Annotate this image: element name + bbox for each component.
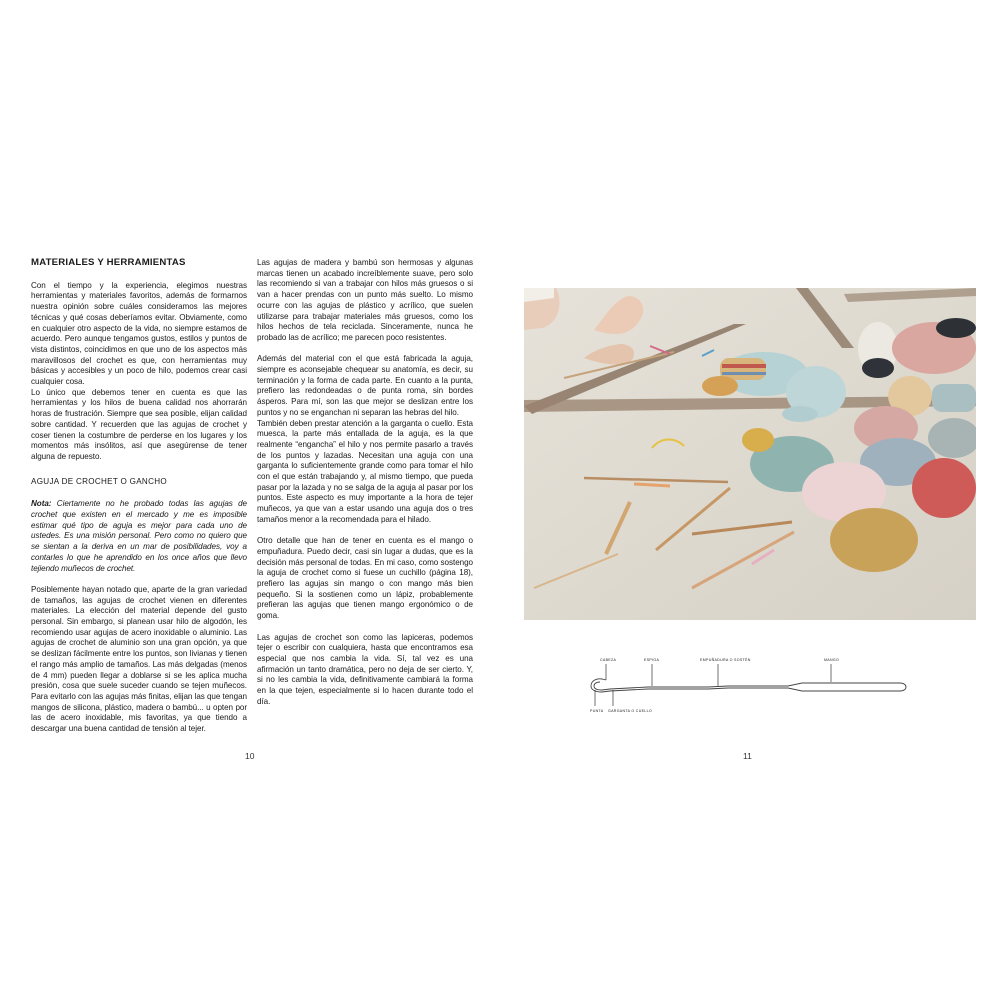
toy-leg xyxy=(702,376,738,396)
crochet-photo xyxy=(524,288,976,620)
intro-paragraph-1: Con el tiempo y la experiencia, elegimos nuestras herramientas y materiales favoritos, además de formarnos nuestra opinión sobre cuáles consideramos las mejores técnicas y qué cosas deberíamos evitar. Obviamente, como en cualquier otro aspecto de la vida, no siempre estamos de acuerdo. Pero aunque tengamos gustos, estilos y puntos de vista distintos, coincidimos en que uno de los aspectos más maravillosos del crochet es que, con herramientas muy básicas y accesibles y un poco de hilo, podemos crear casi cualquier cosa. xyxy=(31,280,247,387)
label-mango: MANGO xyxy=(824,658,840,662)
subsection-heading: AGUJA DE CROCHET O GANCHO xyxy=(31,476,167,486)
middle-paragraph-2: Además del material con el que está fabricada la aguja, siempre es aconsejable chequear su anatomía, es decir, su terminación y la forma de cada parte. En cuanto a la punta, prefiero las redondeadas o de punta roma, sin bordes ásperos. Para mí, son las que mejor se deslizan entre los puntos y no se enganchan ni separan las hebras del hilo. xyxy=(257,354,473,417)
yarn-ball-red xyxy=(912,458,976,518)
note-paragraph xyxy=(31,499,247,574)
middle-paragraph-1: Las agujas de madera y bambú son hermosas y algunas marcas tienen un acabado increíblemente suave, pero solo las recomiendo si van a trabajar con hilos más gruesos o si van a hacer prendas con un punto más suelto. Lo mismo ocurre con las agujas de plástico y acrílico, que suelen utilizarse para trabajar materiales más gruesos, como los hilos hechos de tela reciclada. Sinceramente, nunca he probado las de acrílico; me parecen poco resistentes. xyxy=(257,258,473,342)
label-cabeza: CABEZA xyxy=(600,658,617,662)
toy-elephant-ear xyxy=(782,406,818,422)
middle-paragraph-4: Otro detalle que han de tener en cuenta es el mango o empuñadura. Puedo decir, casi sin lugar a dudas, que es la decisión más personal de todas. En mi caso, como sostengo la aguja de crochet como si fuese un cuchillo (página 18), prefiero las agujas sin mango o con mango más bien pequeño. Si la sostienen como un lápiz, probablemente prefieran las agujas que tienen mango ergonómico o de goma. xyxy=(257,536,473,621)
page-number-left: 10 xyxy=(245,751,255,761)
middle-paragraph-3: También deben prestar atención a la garganta o cuello. Esta muesca, la parte más entallada de la aguja, es la que realmente “engancha” el hilo y nos permite pasarlo a través de los puntos y lazadas. Necesitan una aguja con una garganta lo suficientemente grande como para tomar el hilo con el que están trabajando y, al mismo tiempo, que pueda pasar por la lazada y no se salga de la aguja al pasar por los puntos. Este aspecto es muy importante a la hora de tejer muñecos, ya que van a estar usando una aguja dos o tres tamaños menor a la recomendada para el hilado. xyxy=(257,418,473,524)
note-lead: Nota: xyxy=(31,499,52,509)
left-column xyxy=(31,258,247,746)
toy-stripe xyxy=(722,364,766,368)
toy-penguin-belly xyxy=(862,358,894,378)
toy-stripes xyxy=(720,358,766,380)
middle-column xyxy=(257,258,473,718)
label-punta: PUNTA xyxy=(590,709,604,713)
note-text: Ciertamente no he probado todas las agujas de crochet que existen en el mercado y me es imposible estimar qué tipo de aguja es mejor para cada uno de ustedes. Es una misión personal. Pero como no quiero que se sientan a la deriva en un mar de posibilidades, voy a contarles lo que he aprendido en los once años que llevo tejiendo muñecos de crochet. xyxy=(31,499,247,573)
yarn-ball-yellow xyxy=(742,428,774,452)
section-heading: MATERIALES Y HERRAMIENTAS xyxy=(31,257,186,268)
hook-anatomy-diagram xyxy=(588,652,928,718)
label-empunadura: EMPUÑADURA O SOSTÉN xyxy=(700,658,751,662)
toy-stripe xyxy=(722,372,766,375)
toy-dark xyxy=(936,318,976,338)
page-number-right: 11 xyxy=(743,751,752,761)
yarn-ball-mustard xyxy=(830,508,918,572)
crochet-hook xyxy=(634,484,670,486)
body-paragraph-1: Posiblemente hayan notado que, aparte de la gran variedad de tamaños, las agujas de crochet vienen en diferentes materiales. La elección del material depende del gusto personal. Sin embargo, si planean usar hilo de algodón, les recomiendo usar agujas de acero inoxidable o aluminio. Las agujas de crochet de aluminio son una gran opción, ya que se deslizan fácilmente entre los puntos, son livianas y tienen el rango más amplio de tamaños. Las más delgadas (menos de 4 mm) pueden llegar a doblarse si se les aplica mucha presión, cosa que suele suceder cuando se tejen muñecos. Para evitarlo con las agujas más finitas, elijan las que tengan mangos de silicona, plástico, madera o bambú... u opten por las de acero inoxidable, mis favoritas, ya que tiendo a descargar una buena cantidad de tensión al tejer. xyxy=(31,584,247,734)
middle-paragraph-5: Las agujas de crochet son como las lapiceras, podemos tejer o escribir con cualquiera, hasta que encontramos esa especial que nos cambia la vida. Sí, tal vez es una afirmación un tanto dramática, pero no deja de ser cierto. Y, si no les cambia la vida, definitivamente cambiará la forma en la que tejen, especialmente si lo hacen durante todo el día. xyxy=(257,632,473,706)
hook-outline xyxy=(591,679,906,692)
label-garganta: GARGANTA O CUELLO xyxy=(608,709,652,713)
label-espiga: ESPIGA xyxy=(644,658,660,662)
toy-body xyxy=(932,384,976,412)
intro-paragraph-2: Lo único que debemos tener en cuenta es que las herramientas y los hilos de buena calidad nos ahorrarán horas de frustración. Siempre que sea posible, elijan calidad sobre cantidad. Y recuerden que las agujas de crochet y coser tienen la costumbre de perderse en los lugares y los momentos más insólitos, así que asegúrense de tener alguna de repuesto. xyxy=(31,387,247,461)
